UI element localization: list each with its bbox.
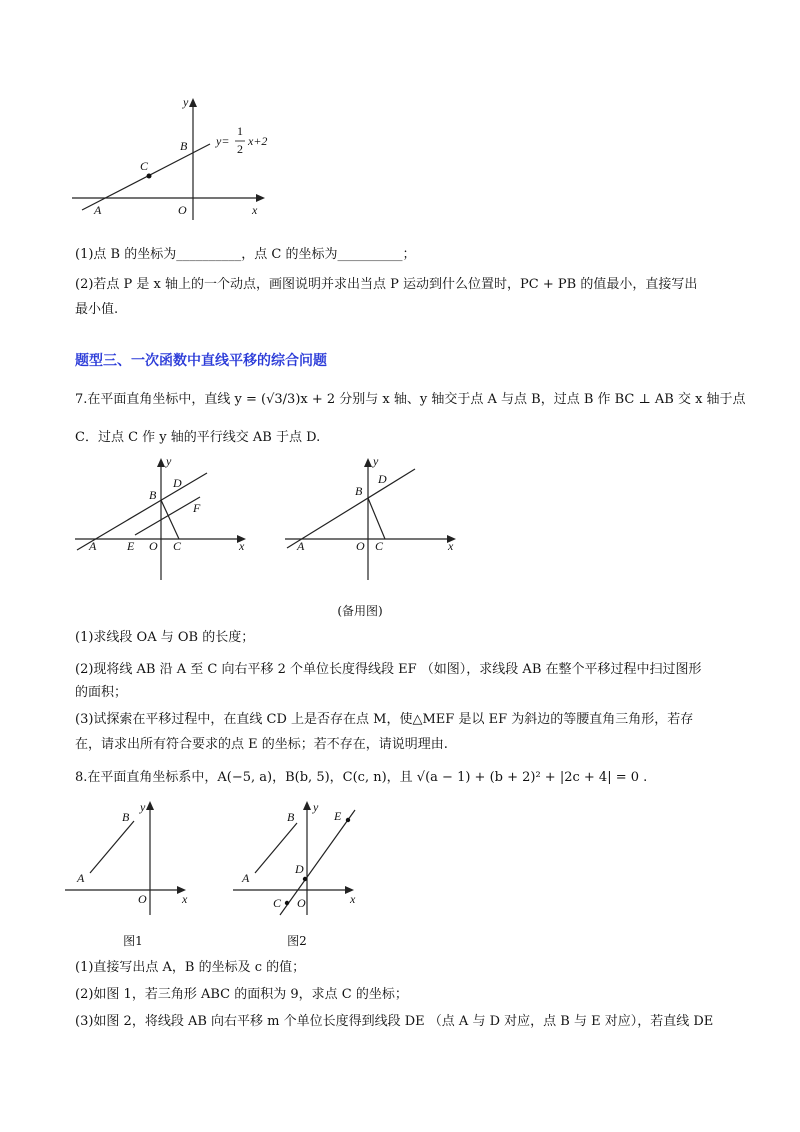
point-d-dot xyxy=(303,877,307,881)
q6-part2-line2: 最小值. xyxy=(75,302,119,317)
segment-bc xyxy=(368,498,385,539)
label-f: F xyxy=(193,501,201,515)
label-c: C xyxy=(375,539,384,553)
q6-part2-line1: (2)若点 P 是 x 轴上的一个动点，画图说明并求出当点 P 运动到什么位置时，PC + PB 的值最小，直接写出 xyxy=(75,277,698,292)
q7-part2-line1: (2)现将线 AB 沿 A 至 C 向右平移 2 个单位长度得线段 EF （如图），求线段 AB 在整个平移过程中扫过图形 xyxy=(75,662,702,677)
label-y: y xyxy=(183,95,189,109)
label-x: x xyxy=(239,539,245,553)
label-e: E xyxy=(127,539,135,553)
q7-intro-line1: 7.在平面直角坐标中，直线 y = (√3/3)x + 2 分别与 x 轴、y 轴交于点 A 与点 B，过点 B 作 BC ⊥ AB 交 x 轴于点 xyxy=(75,392,746,407)
eq-suffix: x+2 xyxy=(248,134,268,148)
q6-part1: (1)点 B 的坐标为__________，点 C 的坐标为__________； xyxy=(75,247,416,262)
line-de xyxy=(280,810,355,915)
y-axis-arrow-icon xyxy=(189,98,197,107)
label-x: x xyxy=(448,539,454,553)
figure-q8-fig1 xyxy=(60,795,200,920)
q8-fig2-caption: 图2 xyxy=(287,934,307,948)
label-a: A xyxy=(89,539,97,553)
label-a: A xyxy=(242,871,250,885)
q7-backup-caption: (备用图) xyxy=(337,604,383,618)
label-d: D xyxy=(378,472,387,486)
q7-part2-line2: 的面积； xyxy=(75,685,128,700)
label-d: D xyxy=(295,862,304,876)
line-y-half-x-plus-2 xyxy=(82,144,210,210)
label-c: C xyxy=(273,896,282,910)
point-e-dot xyxy=(346,818,350,822)
q8-part1: (1)直接写出点 A，B 的坐标及 c 的值； xyxy=(75,960,306,975)
label-y: y xyxy=(373,454,379,468)
label-c: C xyxy=(173,539,182,553)
q8-intro: 8.在平面直角坐标系中，A(−5, a)，B(b, 5)，C(c, n)，且 √(a − 1) + (b + 2)² + |2c + 4| = 0 . xyxy=(75,770,648,785)
point-c-dot xyxy=(285,901,289,905)
label-y: y xyxy=(313,800,319,814)
y-axis-arrow-icon xyxy=(303,801,311,810)
q8-part2: (2)如图 1，若三角形 ABC 的面积为 9，求点 C 的坐标； xyxy=(75,987,408,1002)
label-x: x xyxy=(182,892,188,906)
line-ab xyxy=(287,469,415,548)
q7-part1: (1)求线段 OA 与 OB 的长度； xyxy=(75,630,255,645)
y-axis-arrow-icon xyxy=(157,458,165,467)
eq-num: 1 xyxy=(237,124,243,138)
label-y: y xyxy=(166,454,172,468)
figure-q8-fig2 xyxy=(225,795,375,920)
label-x: x xyxy=(350,892,356,906)
line-ef xyxy=(135,497,200,535)
figure-q7-backup xyxy=(275,455,475,585)
label-b: B xyxy=(355,484,363,498)
figure-q6-graph xyxy=(60,90,280,220)
segment-bc xyxy=(161,500,179,539)
y-axis-arrow-icon xyxy=(146,801,154,810)
section-title: 题型三、一次函数中直线平移的综合问题 xyxy=(75,353,327,369)
label-b: B xyxy=(180,139,188,153)
q8-part3: (3)如图 2，将线段 AB 向右平移 m 个单位长度得到线段 DE （点 A 与 D 对应，点 B 与 E 对应），若直线 DE xyxy=(75,1014,714,1029)
segment-ab xyxy=(255,823,297,873)
q7-intro-line2: C．过点 C 作 y 轴的平行线交 AB 于点 D. xyxy=(75,430,321,445)
label-o: O xyxy=(297,896,306,910)
eq-den: 2 xyxy=(237,142,243,156)
label-a: A xyxy=(77,871,85,885)
figure-q7-main xyxy=(65,455,265,585)
label-o: O xyxy=(178,203,187,217)
q7-part3-line2: 在，请求出所有符合要求的点 E 的坐标；若不存在，请说明理由. xyxy=(75,737,448,752)
q7-part3-line1: (3)试探索在平移过程中，在直线 CD 上是否存在点 M，使△MEF 是以 EF 为斜边的等腰直角三角形，若存 xyxy=(75,712,694,727)
q8-fig1-caption: 图1 xyxy=(123,934,143,948)
eq-prefix: y= xyxy=(216,134,230,148)
point-c-dot xyxy=(147,174,152,179)
label-b: B xyxy=(149,488,157,502)
label-e: E xyxy=(334,809,342,823)
segment-ab xyxy=(90,821,134,873)
label-x: x xyxy=(252,203,258,217)
label-d: D xyxy=(173,476,182,490)
label-b: B xyxy=(287,810,295,824)
label-o: O xyxy=(149,539,158,553)
label-a: A xyxy=(94,203,102,217)
y-axis-arrow-icon xyxy=(364,458,372,467)
x-axis-arrow-icon xyxy=(256,194,265,202)
label-y: y xyxy=(140,800,146,814)
label-o: O xyxy=(138,892,147,906)
label-b: B xyxy=(122,810,130,824)
label-a: A xyxy=(297,539,305,553)
label-c: C xyxy=(140,159,149,173)
label-o: O xyxy=(356,539,365,553)
